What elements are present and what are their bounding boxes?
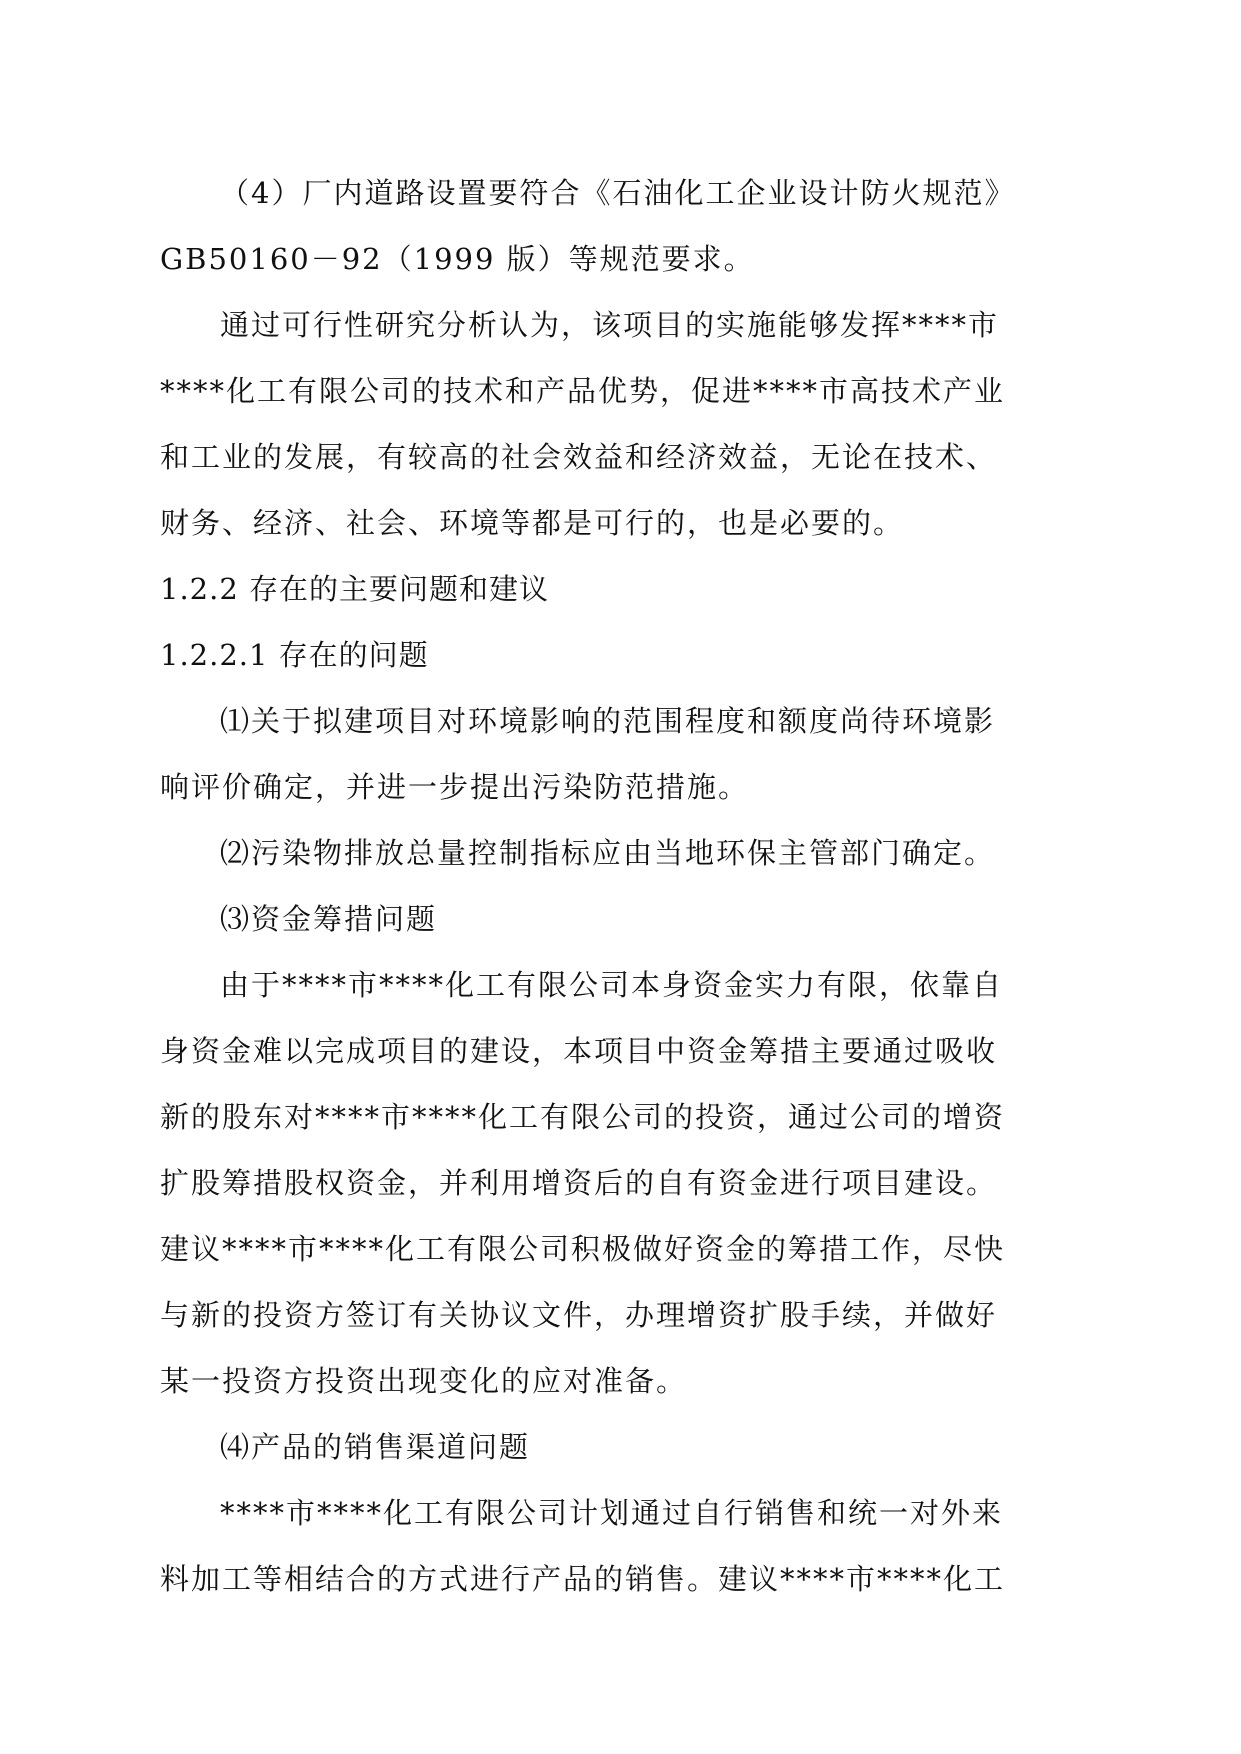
text-line: 身资金难以完成项目的建设，本项目中资金筹措主要通过吸收 (160, 1034, 998, 1068)
document-body (160, 160, 1085, 1612)
text-line: ****市****化工有限公司计划通过自行销售和统一对外来 (220, 1496, 1004, 1530)
text-line: 由于****市****化工有限公司本身资金实力有限，依靠自 (220, 968, 1004, 1002)
text-line: 扩股筹措股权资金，并利用增资后的自有资金进行项目建设。 (160, 1166, 998, 1200)
text-line: 通过可行性研究分析认为，该项目的实施能够发挥****市 (220, 308, 1000, 342)
text-line: 料加工等相结合的方式进行产品的销售。建议****市****化工 (160, 1562, 1006, 1596)
text-line: 新的股东对****市****化工有限公司的投资，通过公司的增资 (160, 1100, 1006, 1134)
text-line: 响评价确定，并进一步提出污染防范措施。 (160, 770, 750, 804)
section-heading: 1.2.2 存在的主要问题和建议 (160, 572, 550, 606)
text-line: 建议****市****化工有限公司积极做好资金的筹措工作，尽快 (160, 1232, 1006, 1266)
text-line: ⑴关于拟建项目对环境影响的范围程度和额度尚待环境影 (220, 704, 996, 738)
text-line: ⑶资金筹措问题 (220, 902, 438, 936)
text-line: ⑷产品的销售渠道问题 (220, 1430, 531, 1464)
text-line: 和工业的发展，有较高的社会效益和经济效益，无论在技术、 (160, 440, 998, 474)
subsection-heading: 1.2.2.1 存在的问题 (160, 638, 429, 672)
text-line: ⑵污染物排放总量控制指标应由当地环保主管部门确定。 (220, 836, 996, 870)
text-line: 某一投资方投资出现变化的应对准备。 (160, 1364, 688, 1398)
text-line: （4）厂内道路设置要符合《石油化工企业设计防火规范》 (220, 176, 1016, 210)
text-line: 与新的投资方签订有关协议文件，办理增资扩股手续，并做好 (160, 1298, 998, 1332)
text-line: GB50160－92（1999 版）等规范要求。 (160, 242, 755, 276)
text-line: ****化工有限公司的技术和产品优势，促进****市高技术产业 (160, 374, 1006, 408)
text-line: 财务、经济、社会、环境等都是可行的，也是必要的。 (160, 506, 905, 540)
